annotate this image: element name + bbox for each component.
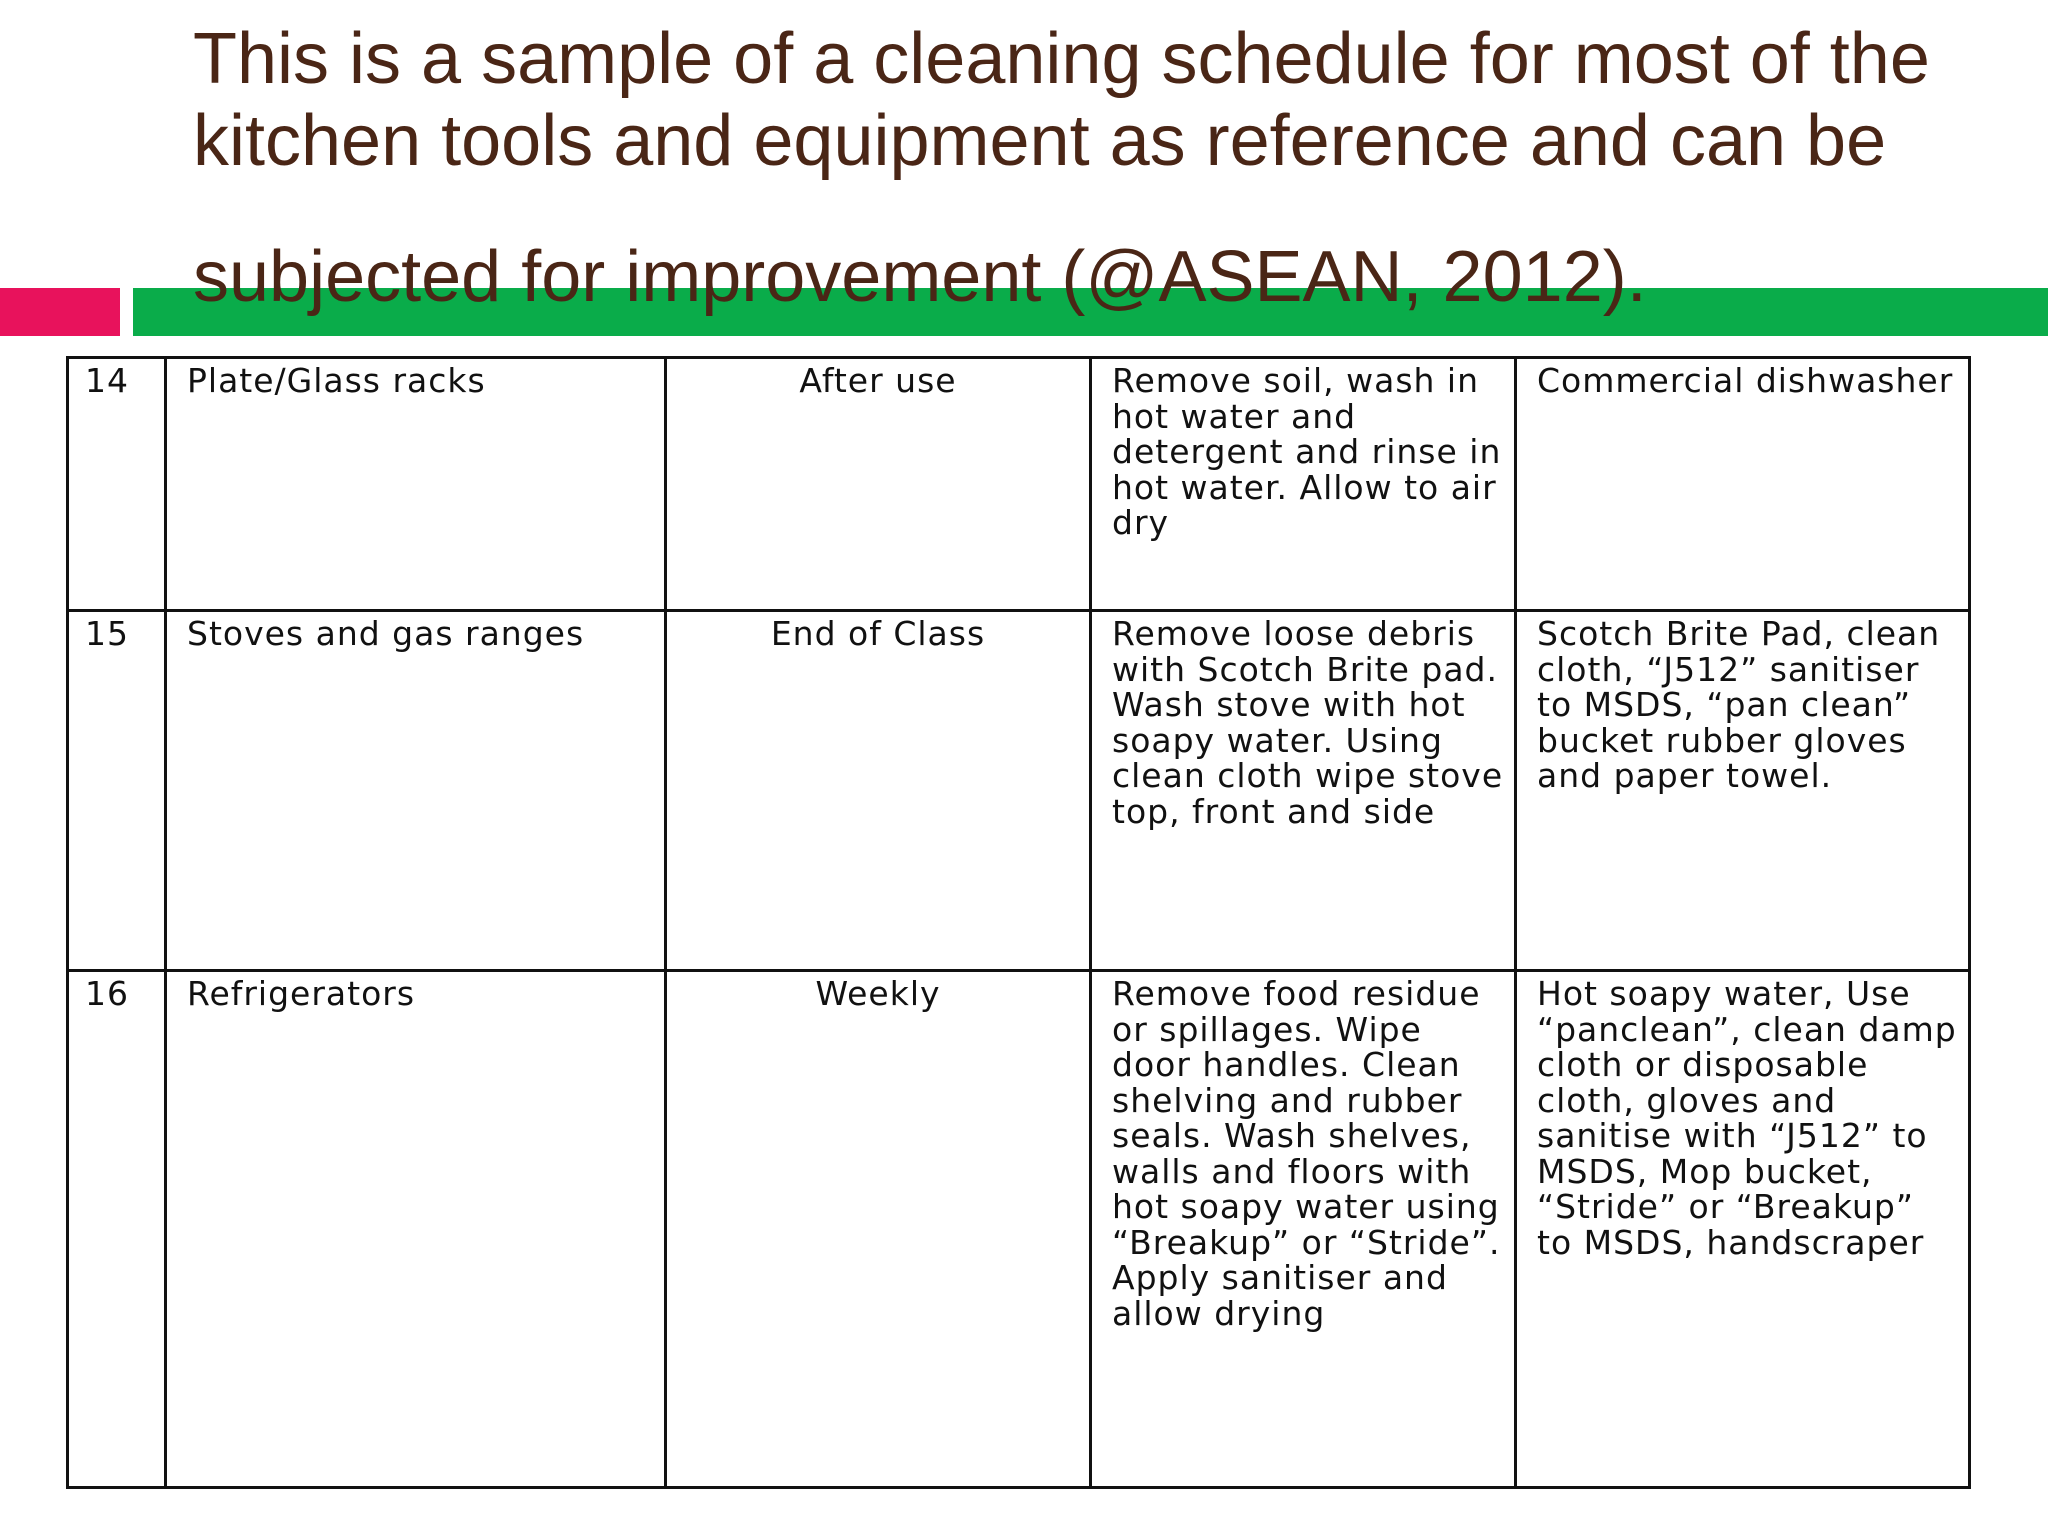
item-cell: Stoves and gas ranges (166, 611, 666, 971)
frequency-cell: After use (666, 358, 1091, 611)
item-cell: Refrigerators (166, 971, 666, 1488)
frequency-cell: Weekly (666, 971, 1091, 1488)
materials-cell: Commercial dishwasher (1516, 358, 1970, 611)
method-cell: Remove loose debris with Scotch Brite pad. Wash stove with hot soapy water. Using clean cloth wipe stove top, front and side (1091, 611, 1516, 971)
table-row (68, 358, 1970, 611)
cleaning-schedule-table (66, 356, 1971, 1489)
table-row (68, 971, 1970, 1488)
frequency-cell: End of Class (666, 611, 1091, 971)
method-cell: Remove food residue or spillages. Wipe door handles. Clean shelving and rubber seals. Wash shelves, walls and floors with hot soapy water using “Breakup” or “Stride”. Apply sanitiser and allow drying (1091, 971, 1516, 1488)
row-number: 16 (68, 971, 166, 1488)
slide-title (193, 18, 1933, 318)
table-row (68, 611, 1970, 971)
slide-title-line-2: kitchen tools and equipment as reference and can be (193, 101, 1887, 181)
slide-title-line-1: This is a sample of a cleaning schedule for most of the (193, 19, 1930, 99)
item-cell: Plate/Glass racks (166, 358, 666, 611)
method-cell: Remove soil, wash in hot water and detergent and rinse in hot water. Allow to air dry (1091, 358, 1516, 611)
slide-title-line-3: subjected for improvement (@ASEAN, 2012). (193, 237, 1647, 317)
row-number: 15 (68, 611, 166, 971)
row-number: 14 (68, 358, 166, 611)
materials-cell: Scotch Brite Pad, clean cloth, “J512” sanitiser to MSDS, “pan clean” bucket rubber gloves and paper towel. (1516, 611, 1970, 971)
materials-cell: Hot soapy water, Use “panclean”, clean damp cloth or disposable cloth, gloves and sanitise with “J512” to MSDS, Mop bucket, “Stride” or “Breakup” to MSDS, handscraper (1516, 971, 1970, 1488)
accent-bar-pink (0, 288, 120, 336)
